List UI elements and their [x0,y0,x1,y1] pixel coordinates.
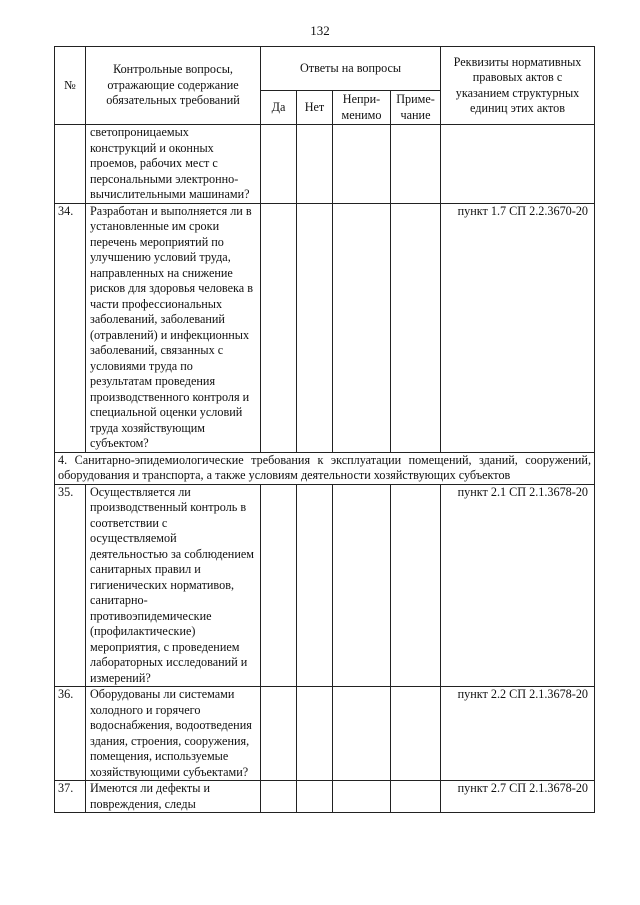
answer-note-cell[interactable] [391,484,441,687]
header-yes: Да [261,91,297,125]
table-row [55,781,595,813]
row-reference: пункт 2.2 СП 2.1.3678-20 [441,687,595,781]
answer-not-applicable-cell[interactable] [333,125,391,204]
answer-no-cell[interactable] [297,125,333,204]
header-number: № [55,47,86,125]
row-number: 36. [55,687,86,781]
answer-not-applicable-cell[interactable] [333,484,391,687]
header-question: Контрольные вопросы, отражающие содержание обязательных требований [86,47,261,125]
answer-no-cell[interactable] [297,781,333,813]
table-row [55,125,595,204]
answer-note-cell[interactable] [391,125,441,204]
row-question: Осуществляется ли производственный контроль в соответствии с осуществляемой деятельностью за соблюдением санитарных правил и гигиенических нормативов, санитарно-противоэпидемические (профилактические) мероприятия, с проведением лабораторных исследований и измерений? [86,484,261,687]
row-reference: пункт 2.1 СП 2.1.3678-20 [441,484,595,687]
row-number: 34. [55,203,86,452]
answer-not-applicable-cell[interactable] [333,781,391,813]
checklist-table [54,46,595,813]
row-number [55,125,86,204]
answer-yes-cell[interactable] [261,781,297,813]
section-row [55,452,595,484]
answer-note-cell[interactable] [391,781,441,813]
answer-yes-cell[interactable] [261,687,297,781]
header-answers: Ответы на вопросы [261,47,441,91]
answer-yes-cell[interactable] [261,203,297,452]
row-number: 35. [55,484,86,687]
answer-no-cell[interactable] [297,203,333,452]
answer-not-applicable-cell[interactable] [333,203,391,452]
table-row [55,203,595,452]
row-question: Имеются ли дефекты и повреждения, следы [86,781,261,813]
header-note: Приме-чание [391,91,441,125]
header-not-applicable: Непри-менимо [333,91,391,125]
row-question: Разработан и выполняется ли в установленные им сроки перечень мероприятий по улучшению условий труда, направленных на снижение рисков для здоровья человека в части профессиональных заболеваний, заболеваний (отравлений) и инфекционных заболеваний, связанных с условиями труда по результатам проведения производственного контроля и специальной оценки условий труда хозяйствующим субъектом? [86,203,261,452]
page-number: 132 [310,23,330,38]
header-references: Реквизиты нормативных правовых актов с указанием структурных единиц этих актов [441,47,595,125]
row-reference [441,125,595,204]
answer-yes-cell[interactable] [261,484,297,687]
answer-not-applicable-cell[interactable] [333,687,391,781]
answer-no-cell[interactable] [297,687,333,781]
section-title: 4. Санитарно-эпидемиологические требования к эксплуатации помещений, зданий, сооружений, оборудования и транспорта, а также условиям деятельности хозяйствующих субъектов [55,452,595,484]
answer-no-cell[interactable] [297,484,333,687]
answer-note-cell[interactable] [391,203,441,452]
row-number: 37. [55,781,86,813]
row-question: светопроницаемых конструкций и оконных проемов, рабочих мест с персональными электронно-вычислительными машинами? [86,125,261,204]
table-row [55,484,595,687]
answer-note-cell[interactable] [391,687,441,781]
row-reference: пункт 2.7 СП 2.1.3678-20 [441,781,595,813]
row-question: Оборудованы ли системами холодного и горячего водоснабжения, водоотведения здания, строения, сооружения, помещения, используемые хозяйствующими субъектами? [86,687,261,781]
row-reference: пункт 1.7 СП 2.2.3670-20 [441,203,595,452]
header-no-answer: Нет [297,91,333,125]
answer-yes-cell[interactable] [261,125,297,204]
table-row [55,687,595,781]
